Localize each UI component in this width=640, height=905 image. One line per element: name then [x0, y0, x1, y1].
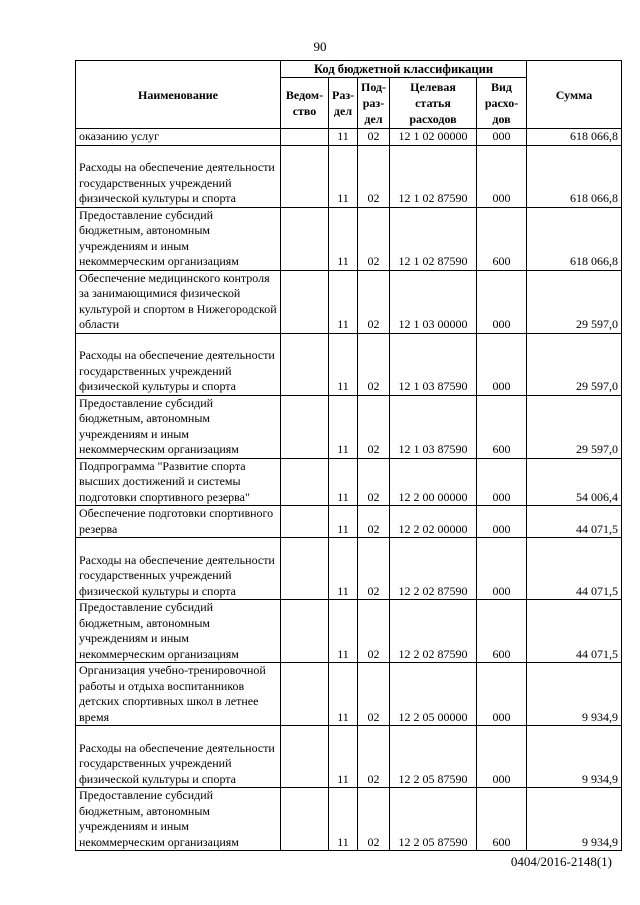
table-row	[76, 600, 622, 663]
row-podrazdel: 02	[358, 395, 390, 458]
row-sum: 9 934,9	[527, 726, 622, 788]
row-name: Предоставление субсидий бюджетным, автономным учреждениям и иным некоммерческим организациям	[76, 600, 281, 663]
row-article: 12 2 05 00000	[390, 663, 477, 726]
row-article: 12 1 03 00000	[390, 270, 477, 333]
row-vid: 000	[477, 506, 527, 538]
row-podrazdel: 02	[358, 458, 390, 506]
header-podrazdel: Под-раз-дел	[358, 78, 390, 129]
row-vedomstvo	[281, 600, 329, 663]
row-razdel: 11	[329, 333, 358, 395]
row-article: 12 2 02 87590	[390, 538, 477, 600]
row-article: 12 1 02 87590	[390, 207, 477, 270]
document-code: 0404/2016-2148(1)	[510, 854, 612, 869]
row-sum: 29 597,0	[527, 270, 622, 333]
header-razdel: Раз-дел	[329, 78, 358, 129]
table-row	[76, 207, 622, 270]
header-vid: Вид расхо-дов	[477, 78, 527, 129]
table-row	[76, 333, 622, 395]
row-vid: 600	[477, 207, 527, 270]
row-vedomstvo	[281, 207, 329, 270]
row-podrazdel: 02	[358, 663, 390, 726]
row-sum: 44 071,5	[527, 538, 622, 600]
table-row	[76, 663, 622, 726]
table-row	[76, 270, 622, 333]
row-name: Расходы на обеспечение деятельности государственных учреждений физической культуры и спорта	[76, 726, 281, 788]
row-vid: 000	[477, 458, 527, 506]
row-vedomstvo	[281, 506, 329, 538]
header-name: Наименование	[76, 61, 281, 129]
row-podrazdel: 02	[358, 506, 390, 538]
row-vid: 000	[477, 129, 527, 146]
row-razdel: 11	[329, 395, 358, 458]
row-sum: 9 934,9	[527, 788, 622, 851]
row-podrazdel: 02	[358, 129, 390, 146]
row-vid: 600	[477, 395, 527, 458]
row-razdel: 11	[329, 788, 358, 851]
row-sum: 618 066,8	[527, 207, 622, 270]
table-row	[76, 788, 622, 851]
table-row	[76, 145, 622, 207]
row-vedomstvo	[281, 788, 329, 851]
row-name: Обеспечение медицинского контроля за занимающимися физической культурой и спортом в Нижегородской области	[76, 270, 281, 333]
row-article: 12 1 03 87590	[390, 395, 477, 458]
header-sum: Сумма	[527, 61, 622, 129]
row-razdel: 11	[329, 207, 358, 270]
row-vid: 000	[477, 726, 527, 788]
row-name: Расходы на обеспечение деятельности государственных учреждений физической культуры и спорта	[76, 538, 281, 600]
row-podrazdel: 02	[358, 600, 390, 663]
table-row	[76, 506, 622, 538]
row-vid: 000	[477, 333, 527, 395]
row-vedomstvo	[281, 333, 329, 395]
row-name: Подпрограмма "Развитие спорта высших достижений и системы подготовки спортивного резерва"	[76, 458, 281, 506]
table-body	[76, 129, 622, 851]
row-article: 12 1 03 87590	[390, 333, 477, 395]
row-sum: 618 066,8	[527, 145, 622, 207]
row-vid: 600	[477, 600, 527, 663]
header-article: Целевая статья расходов	[390, 78, 477, 129]
row-article: 12 1 02 87590	[390, 145, 477, 207]
row-article: 12 2 05 87590	[390, 788, 477, 851]
row-name: оказанию услуг	[76, 129, 281, 146]
row-podrazdel: 02	[358, 207, 390, 270]
row-vid: 000	[477, 663, 527, 726]
row-podrazdel: 02	[358, 538, 390, 600]
row-vedomstvo	[281, 538, 329, 600]
page-number: 90	[313, 39, 327, 54]
row-article: 12 2 05 87590	[390, 726, 477, 788]
row-vid: 000	[477, 538, 527, 600]
table-row	[76, 395, 622, 458]
row-sum: 44 071,5	[527, 506, 622, 538]
row-name: Организация учебно-тренировочной работы и отдыха воспитанников детских спортивных школ в летнее время	[76, 663, 281, 726]
row-razdel: 11	[329, 145, 358, 207]
row-vid: 000	[477, 270, 527, 333]
row-vid: 600	[477, 788, 527, 851]
row-vedomstvo	[281, 145, 329, 207]
row-vedomstvo	[281, 129, 329, 146]
row-razdel: 11	[329, 726, 358, 788]
header-code-group: Код бюджетной классификации	[281, 61, 527, 78]
row-name: Предоставление субсидий бюджетным, автономным учреждениям и иным некоммерческим организациям	[76, 395, 281, 458]
row-podrazdel: 02	[358, 270, 390, 333]
row-sum: 9 934,9	[527, 663, 622, 726]
row-razdel: 11	[329, 538, 358, 600]
row-razdel: 11	[329, 129, 358, 146]
row-name: Расходы на обеспечение деятельности государственных учреждений физической культуры и спорта	[76, 145, 281, 207]
row-vedomstvo	[281, 726, 329, 788]
row-podrazdel: 02	[358, 333, 390, 395]
row-article: 12 2 02 87590	[390, 600, 477, 663]
row-name: Предоставление субсидий бюджетным, автономным учреждениям и иным некоммерческим организациям	[76, 207, 281, 270]
row-sum: 29 597,0	[527, 333, 622, 395]
row-vedomstvo	[281, 395, 329, 458]
table-row	[76, 538, 622, 600]
row-sum: 29 597,0	[527, 395, 622, 458]
row-vedomstvo	[281, 458, 329, 506]
header-vedomstvo: Ведом-ство	[281, 78, 329, 129]
budget-table	[75, 60, 622, 851]
table-row	[76, 129, 622, 146]
row-name: Расходы на обеспечение деятельности государственных учреждений физической культуры и спорта	[76, 333, 281, 395]
row-razdel: 11	[329, 270, 358, 333]
row-sum: 54 006,4	[527, 458, 622, 506]
row-name: Обеспечение подготовки спортивного резерва	[76, 506, 281, 538]
row-podrazdel: 02	[358, 145, 390, 207]
row-sum: 44 071,5	[527, 600, 622, 663]
row-razdel: 11	[329, 506, 358, 538]
row-article: 12 1 02 00000	[390, 129, 477, 146]
row-sum: 618 066,8	[527, 129, 622, 146]
row-article: 12 2 00 00000	[390, 458, 477, 506]
row-vedomstvo	[281, 270, 329, 333]
row-vid: 000	[477, 145, 527, 207]
table-row	[76, 458, 622, 506]
table-row	[76, 726, 622, 788]
row-podrazdel: 02	[358, 726, 390, 788]
row-razdel: 11	[329, 663, 358, 726]
row-article: 12 2 02 00000	[390, 506, 477, 538]
row-razdel: 11	[329, 458, 358, 506]
row-name: Предоставление субсидий бюджетным, автономным учреждениям и иным некоммерческим организациям	[76, 788, 281, 851]
row-podrazdel: 02	[358, 788, 390, 851]
row-vedomstvo	[281, 663, 329, 726]
row-razdel: 11	[329, 600, 358, 663]
